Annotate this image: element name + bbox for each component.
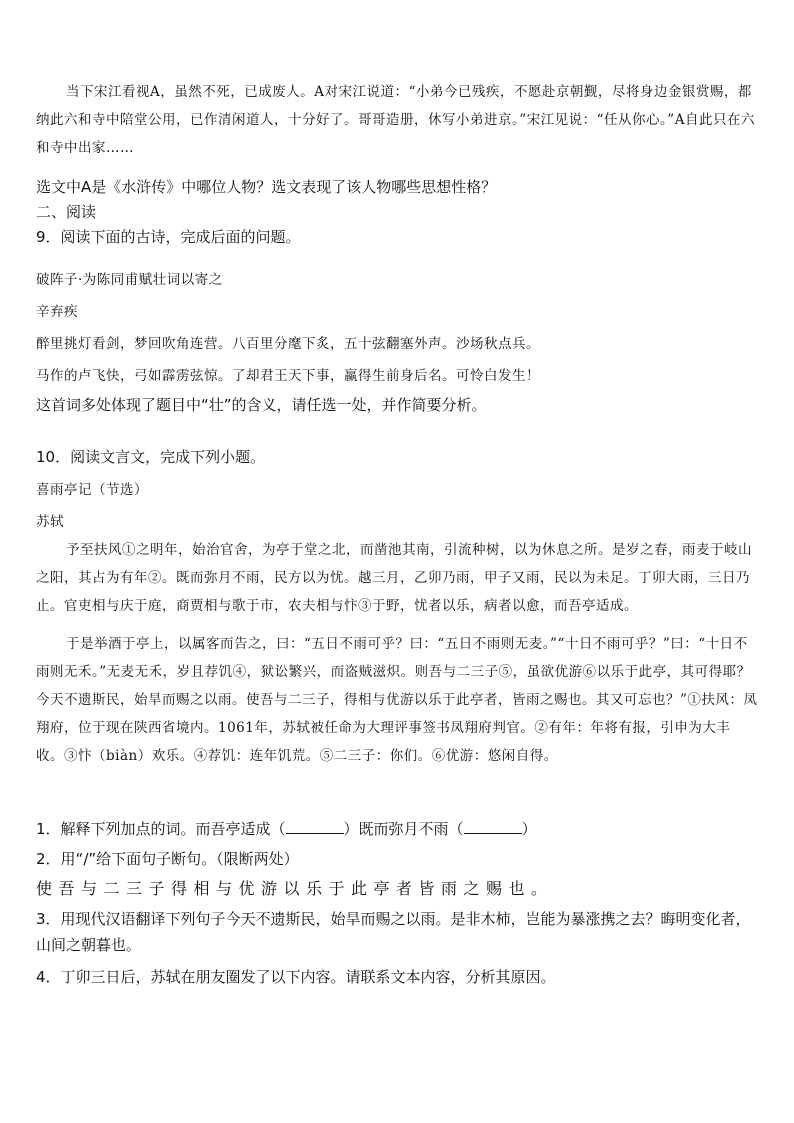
q10-sub1-text-a: 1．解释下列加点的词。而吾亭适成（ [36,820,286,838]
essay-title: 喜雨亭记（节选） [36,482,148,498]
poem-title: 破阵子·为陈同甫赋壮词以寄之 [36,272,223,288]
essay-author: 苏轼 [36,514,64,530]
poem-author: 辛弃疾 [36,304,78,320]
poem-line-2: 马作的卢飞快，弓如霹雳弦惊。了却君王天下事，赢得生前身后名。可怜白发生！ [36,368,540,384]
answer-blank-1[interactable] [286,819,344,834]
q10-sub1 [36,818,758,839]
q9-question: 这首词多处体现了题目中“壮”的含义，请任选一处，并作简要分析。 [36,396,487,414]
essay-paragraph-2: 于是举酒于亭上，以属客而告之，曰：“五日不雨可乎？曰：“五日不雨则无麦。”“十日不雨可乎？”曰：“十日不雨则无禾。”无麦无禾，岁且荐饥④，狱讼繁兴，而盗贼滋炽。则吾与二三子⑤，虽欲优游⑥以乐于此亭，其可得耶？今天不遗斯民，始旱而赐之以雨。使吾与二三子，得相与优游以乐于此亭者，皆雨之赐也。其又可忘也？”①扶风：凤翔府，位于现在陕西省境内。1061年，苏轼被任命为大理评事签书凤翔府判官。②有年：年将有报，引申为大丰收。③忭（biàn）欢乐。④荐饥：连年饥荒。⑤二三子：你们。⑥优游：悠闲自得。 [36,636,758,764]
poem-line-1: 醉里挑灯看剑，梦回吹角连营。八百里分麾下炙，五十弦翻塞外声。沙场秋点兵。 [36,336,540,352]
q10-prompt: 10．阅读文言文，完成下列小题。 [36,448,266,466]
q10-sub2: 2．用“/”给下面句子断句。（限断两处） [36,850,299,868]
answer-blank-2[interactable] [464,819,522,834]
section-title: 二、阅读 [36,203,97,221]
q10-sub4: 4．丁卯三日后，苏轼在朋友圈发了以下内容。请联系文本内容，分析其原因。 [36,968,556,986]
q10-sub2-sentence: 使吾与二三子得相与优游以乐于此亭者皆雨之赐也。 [36,879,554,898]
essay-paragraph-1: 予至扶风①之明年，始治官舍，为亭于堂之北，而凿池其南，引流种树，以为休息之所。是岁之春，雨麦于岐山之阳，其占为有年②。既而弥月不雨，民方以为忧。越三月，乙卯乃雨，甲子又雨，民以为未足。丁卯大雨，三日乃止。官吏相与庆于庭，商贾相与歌于市，农夫相与忭③于野，忧者以乐，病者以愈，而吾亭适成。 [36,542,752,614]
q9-prompt: 9．阅读下面的古诗，完成后面的问题。 [36,228,301,246]
question-character-analysis: 选文中A是《水浒传》中哪位人物？选文表现了该人物哪些思想性格？ [36,178,497,196]
passage-excerpt: 当下宋江看视A，虽然不死，已成废人。A对宋江说道：“小弟今已残疾，不愿赴京朝觐，尽将身边金银赏赐，都纳此六和寺中陪堂公用，已作清闲道人，十分好了。哥哥造册，休写小弟进京。”宋江见说：“任从你心。”A自此只在六和寺中出家…… [36,84,755,156]
q10-sub1-text-c: ） [521,820,537,838]
q10-sub1-text-b: ）既而弥月不雨（ [343,820,464,838]
q10-sub3: 3．用现代汉语翻译下列句子今天不遗斯民，始旱而赐之以雨。是非木柿，岂能为暴涨携之去？晦明变化者，山间之朝暮也。 [36,910,751,954]
